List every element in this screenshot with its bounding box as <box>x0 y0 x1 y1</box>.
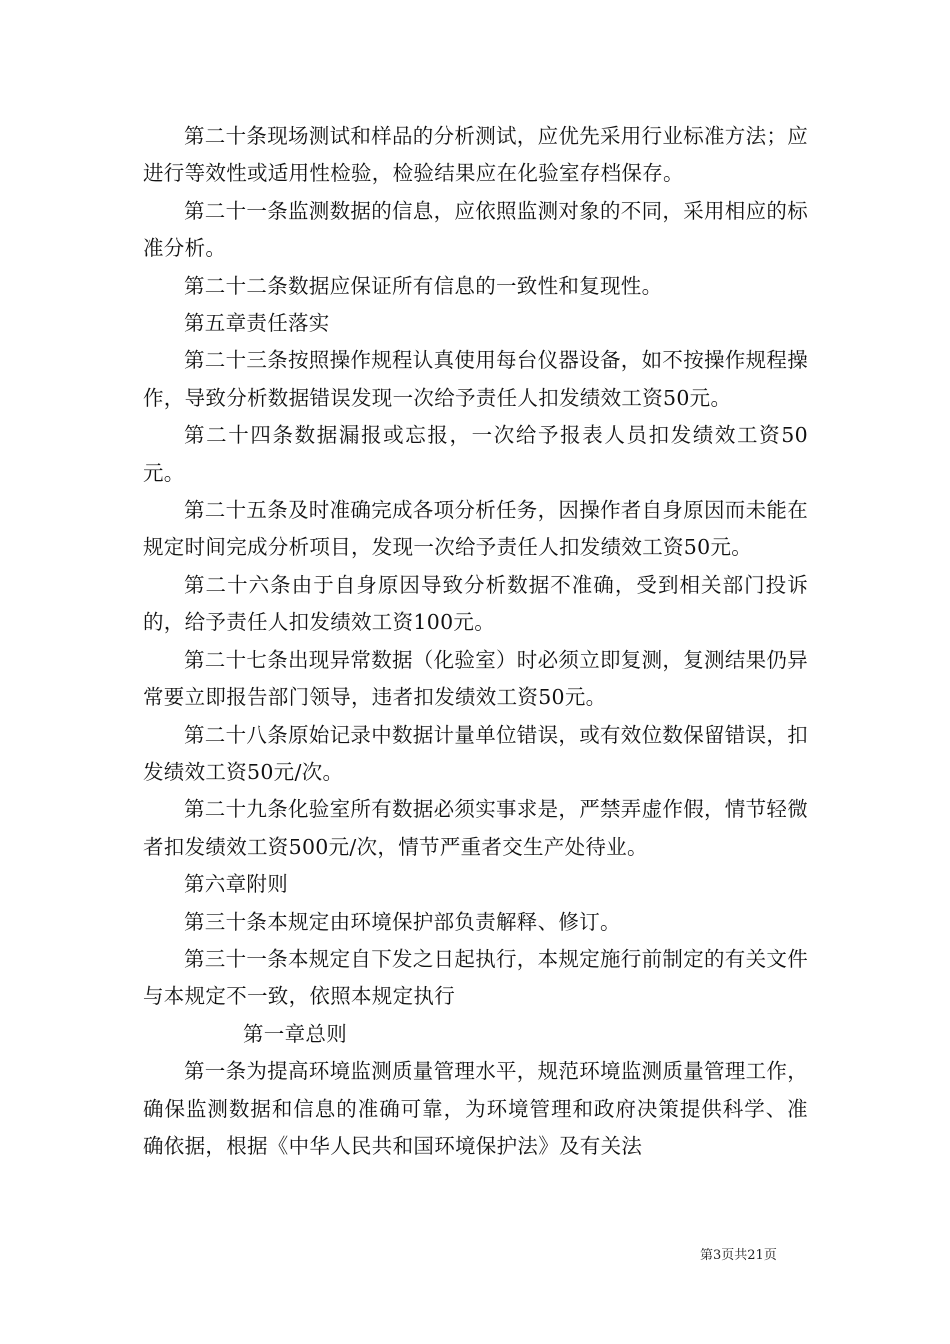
paragraph-article-21: 第二十一条监测数据的信息，应依照监测对象的不同，采用相应的标准分析。 <box>143 198 808 261</box>
paragraph-article-31: 第三十一条本规定自下发之日起执行，本规定施行前制定的有关文件与本规定不一致，依照本规定执行 <box>143 946 808 1009</box>
paragraph-article-23: 第二十三条按照操作规程认真使用每台仪器设备，如不按操作规程操作，导致分析数据错误发现一次给予责任人扣发绩效工资50元。 <box>143 348 808 410</box>
paragraph-article-26: 第二十六条由于自身原因导致分析数据不准确，受到相关部门投诉的，给予责任人扣发绩效工资100元。 <box>143 572 808 635</box>
chapter-heading-6: 第六章附则 <box>184 872 288 897</box>
paragraph-article-20: 第二十条现场测试和样品的分析测试，应优先采用行业标准方法；应进行等效性或适用性检验，检验结果应在化验室存档保存。 <box>143 124 808 186</box>
page-number-footer: 第3页共21页 <box>700 1248 777 1263</box>
paragraph-article-1: 第一条为提高环境监测质量管理水平，规范环境监测质量管理工作，确保监测数据和信息的准确可靠，为环境管理和政府决策提供科学、准确依据，根据《中华人民共和国环境保护法》及有关法 <box>143 1059 808 1158</box>
paragraph-article-25: 第二十五条及时准确完成各项分析任务，因操作者自身原因而未能在规定时间完成分析项目，发现一次给予责任人扣发绩效工资50元。 <box>143 498 808 560</box>
paragraph-article-27: 第二十七条出现异常数据（化验室）时必须立即复测，复测结果仍异常要立即报告部门领导，违者扣发绩效工资50元。 <box>143 647 808 710</box>
paragraph-article-29: 第二十九条化验室所有数据必须实事求是，严禁弄虚作假，情节轻微者扣发绩效工资500元/次，情节严重者交生产处待业。 <box>143 797 808 859</box>
document-body <box>143 118 808 1165</box>
paragraph-article-24: 第二十四条数据漏报或忘报，一次给予报表人员扣发绩效工资50元。 <box>143 423 808 485</box>
paragraph-article-22: 第二十二条数据应保证所有信息的一致性和复现性。 <box>184 273 663 298</box>
paragraph-article-28: 第二十八条原始记录中数据计量单位错误，或有效位数保留错误，扣发绩效工资50元/次。 <box>143 722 808 784</box>
chapter-heading-5: 第五章责任落实 <box>184 311 330 336</box>
paragraph-article-30: 第三十条本规定由环境保护部负责解释、修订。 <box>184 909 621 934</box>
chapter-heading-1: 第一章总则 <box>243 1021 347 1046</box>
